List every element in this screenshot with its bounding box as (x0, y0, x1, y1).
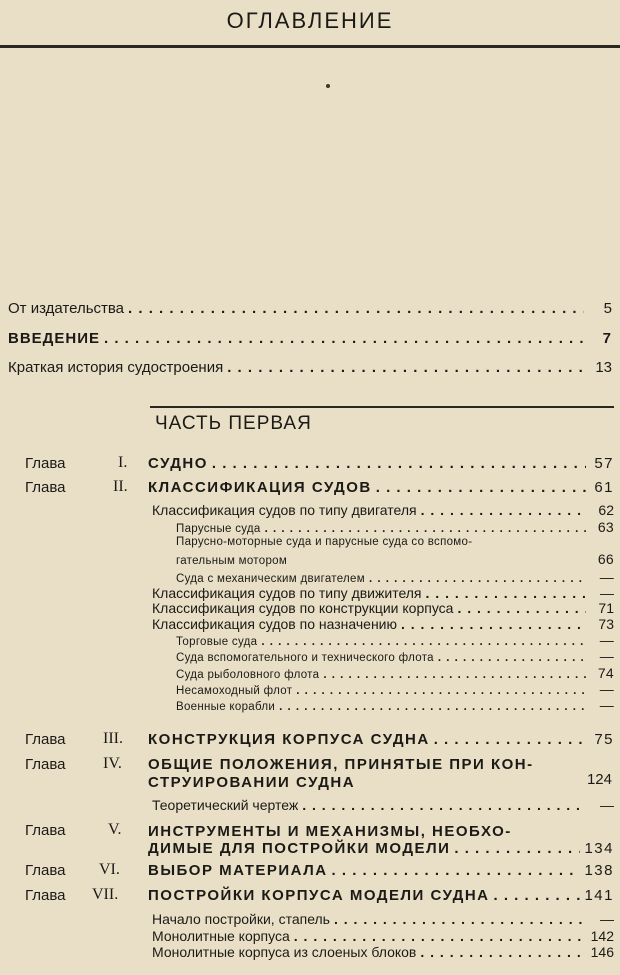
chapter-label: Глава (25, 731, 66, 748)
section-entry[interactable] (152, 585, 614, 601)
chapter-page: 134 (584, 840, 614, 857)
chapter-number: V. (108, 821, 122, 838)
chapter-title: ВЫБОР МАТЕРИАЛА (148, 862, 328, 879)
section-page: 146 (590, 944, 614, 960)
dot-leader (128, 300, 584, 317)
toc-entry-introduction[interactable] (8, 330, 612, 347)
section-entry[interactable] (152, 797, 614, 813)
chapter-6-entry[interactable] (148, 862, 614, 879)
chapter-5-title-line1[interactable]: ИНСТРУМЕНТЫ И МЕХАНИЗМЫ, НЕОБХО- (148, 823, 512, 840)
entry-page: 5 (603, 300, 612, 317)
chapter-number: II. (113, 478, 128, 495)
dot-leader (227, 359, 584, 376)
dot-leader (494, 887, 581, 904)
chapter-1-entry[interactable] (148, 455, 614, 472)
part-title: ЧАСТЬ ПЕРВАЯ (155, 413, 312, 434)
subsection-title: Суда вспомогательного и технического флота (176, 652, 434, 664)
entry-page: 13 (595, 359, 612, 376)
subsection-page: — (599, 697, 614, 713)
chapter-number: VII. (92, 886, 119, 903)
chapter-page: 124 (586, 771, 612, 788)
subsection-title: Суда рыболовного флота (176, 669, 320, 681)
dot-leader (302, 797, 586, 813)
dot-leader (369, 573, 586, 585)
page-heading: ОГЛАВЛЕНИЕ (226, 8, 394, 33)
subsection-page: — (599, 681, 614, 697)
chapter-title-line2: ДИМЫЕ ДЛЯ ПОСТРОЙКИ МОДЕЛИ (148, 840, 451, 857)
subsection-page: — (599, 632, 614, 648)
section-entry[interactable] (152, 600, 614, 616)
chapter-5-entry[interactable] (148, 840, 614, 857)
section-title: Классификация судов по назначению (152, 616, 397, 632)
subsection-entry[interactable] (176, 697, 614, 713)
chapter-label: Глава (25, 756, 66, 773)
dot-leader (323, 669, 586, 681)
chapter-title: ПОСТРОЙКИ КОРПУСА МОДЕЛИ СУДНА (148, 887, 490, 904)
subsection-entry[interactable] (176, 519, 614, 535)
section-page: 73 (598, 616, 614, 632)
dot-leader (454, 840, 580, 857)
toc-entry-history[interactable] (8, 359, 612, 376)
chapter-page: 61 (594, 479, 614, 496)
dot-leader (296, 685, 586, 697)
chapter-page: 138 (584, 862, 614, 879)
section-title: Начало постройки, стапель (152, 911, 330, 927)
subsection-title: Парусные суда (176, 523, 261, 535)
print-speck (326, 84, 330, 88)
subsection-entry[interactable] (176, 632, 614, 648)
section-title: Классификация судов по типу двигателя (152, 502, 417, 518)
dot-leader (279, 701, 586, 713)
chapter-4-title-line1[interactable]: ОБЩИЕ ПОЛОЖЕНИЯ, ПРИНЯТЫЕ ПРИ КОН- (148, 756, 534, 773)
top-rule (0, 45, 620, 48)
subsection-entry[interactable] (176, 569, 614, 585)
chapter-number: VI. (99, 861, 120, 878)
entry-title: От издательства (8, 300, 125, 317)
section-title: Теоретический чертеж (152, 797, 299, 813)
entry-page: 7 (602, 330, 612, 347)
chapter-title: КЛАССИФИКАЦИЯ СУДОВ (148, 479, 372, 496)
entry-title: ВВЕДЕНИЕ (8, 330, 100, 347)
section-entry[interactable] (152, 928, 614, 944)
section-entry[interactable] (152, 944, 614, 960)
dot-leader (334, 911, 586, 927)
chapter-2-entry[interactable] (148, 479, 614, 496)
dot-leader (421, 502, 586, 518)
chapter-page: 57 (594, 455, 614, 472)
subsection-page: 63 (597, 519, 614, 535)
chapter-3-entry[interactable] (148, 731, 614, 748)
chapter-label: Глава (25, 822, 66, 839)
section-title: Классификация судов по типу движителя (152, 585, 422, 601)
dot-leader (434, 731, 586, 748)
section-title: Монолитные корпуса (152, 928, 290, 944)
subsection-entry[interactable] (176, 648, 614, 664)
chapter-title: КОНСТРУКЦИЯ КОРПУСА СУДНА (148, 731, 430, 748)
dot-leader (457, 600, 586, 616)
chapter-label: Глава (25, 479, 66, 496)
section-page: 71 (598, 600, 614, 616)
chapter-label: Глава (25, 887, 66, 904)
subsection-page: — (599, 569, 614, 585)
section-page: — (600, 585, 614, 601)
subsection-title: Суда с механическим двигателем (176, 573, 365, 585)
dot-leader (401, 616, 586, 632)
section-title: Монолитные корпуса из слоеных блоков (152, 944, 417, 960)
subsection-entry[interactable] (176, 665, 614, 681)
chapter-page: 75 (594, 731, 614, 748)
dot-leader (376, 479, 586, 496)
chapter-page: 141 (584, 887, 614, 904)
subsection-title-line2: гательным мотором (176, 555, 288, 567)
subsection-page: 74 (597, 665, 614, 681)
section-page: 62 (598, 502, 614, 518)
section-page: 142 (590, 928, 614, 944)
subsection-title: Военные корабли (176, 701, 276, 713)
part-rule (150, 406, 614, 408)
subsection-page: — (599, 648, 614, 664)
section-page: — (600, 911, 614, 927)
dot-leader (332, 862, 581, 879)
subsection-entry[interactable] (176, 551, 614, 567)
chapter-7-entry[interactable] (148, 887, 614, 904)
toc-entry-publisher[interactable] (8, 300, 612, 317)
dot-leader (265, 523, 586, 535)
subsection-title-line1: Парусно-моторные суда и парусные суда со вспомо- (176, 536, 473, 548)
subsection-title: Торговые суда (176, 636, 258, 648)
chapter-number: III. (103, 730, 123, 747)
chapter-number: I. (118, 454, 128, 471)
section-entry[interactable] (152, 616, 614, 632)
chapter-number: IV. (103, 755, 122, 772)
chapter-title: СУДНО (148, 455, 208, 472)
dot-leader (104, 330, 584, 347)
dot-leader (420, 944, 586, 960)
chapter-label: Глава (25, 862, 66, 879)
section-title: Классификация судов по конструкции корпуса (152, 600, 454, 616)
subsection-entry[interactable] (176, 681, 614, 697)
dot-leader (294, 928, 586, 944)
section-page: — (600, 797, 614, 813)
dot-leader (261, 636, 586, 648)
chapter-4-title-line2[interactable]: СТРУИРОВАНИИ СУДНА (148, 774, 356, 791)
subsection-page: 66 (597, 551, 614, 567)
dot-leader (212, 455, 586, 472)
chapter-label: Глава (25, 455, 66, 472)
dot-leader (426, 585, 586, 601)
subsection-title: Несамоходный флот (176, 685, 293, 697)
dot-leader (438, 652, 586, 664)
section-entry[interactable] (152, 502, 614, 518)
entry-title: Краткая история судостроения (8, 359, 224, 376)
section-entry[interactable] (152, 911, 614, 927)
